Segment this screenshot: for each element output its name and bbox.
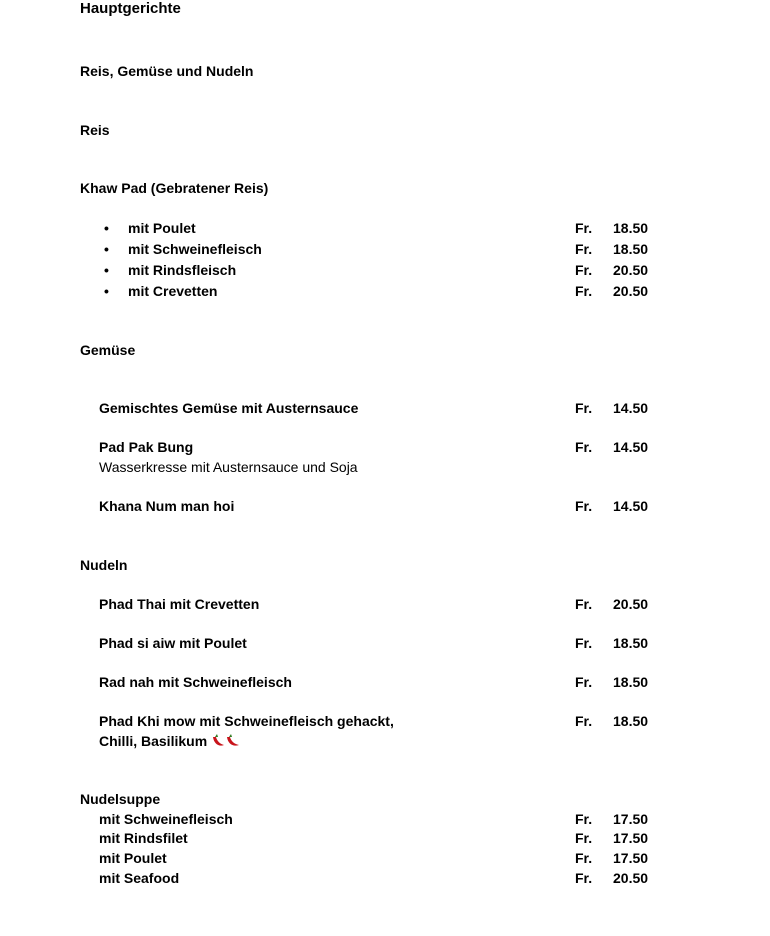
dish-title-khaw-pad: Khaw Pad (Gebratener Reis) <box>80 180 269 196</box>
subtitle: Reis, Gemüse und Nudeln <box>80 63 254 79</box>
menu-item-price: 18.50 <box>613 713 649 729</box>
menu-item-price: 17.50 <box>613 830 649 846</box>
menu-item-name: mit Schweinefleisch <box>128 241 262 257</box>
menu-item-description: Wasserkresse mit Austernsauce und Soja <box>99 459 358 475</box>
menu-item-price: 20.50 <box>613 262 649 278</box>
menu-item-price: 14.50 <box>613 400 649 416</box>
menu-item-price: 17.50 <box>613 850 649 866</box>
bullet-icon: • <box>104 283 109 299</box>
currency-label: Fr. <box>575 635 593 651</box>
menu-item-price: 18.50 <box>613 241 649 257</box>
menu-item-price: 18.50 <box>613 220 649 236</box>
currency-label: Fr. <box>575 498 593 514</box>
menu-item-name-line2 <box>99 733 241 750</box>
currency-label: Fr. <box>575 811 593 827</box>
section-heading-reis: Reis <box>80 122 110 138</box>
menu-item-name-continued: Chilli, Basilikum <box>99 733 208 749</box>
menu-item-price: 20.50 <box>613 596 649 612</box>
currency-label: Fr. <box>575 870 593 886</box>
menu-item-name: mit Seafood <box>99 870 180 886</box>
menu-item-name: mit Poulet <box>99 850 167 866</box>
menu-item-name: Phad si aiw mit Poulet <box>99 635 247 651</box>
menu-item-price: 14.50 <box>613 439 649 455</box>
section-heading-gemuese: Gemüse <box>80 342 136 358</box>
menu-item-name: Pad Pak Bung <box>99 439 194 455</box>
currency-label: Fr. <box>575 713 593 729</box>
menu-item-name: mit Crevetten <box>128 283 218 299</box>
menu-item-name: mit Rindsfilet <box>99 830 188 846</box>
menu-item-price: 18.50 <box>613 635 649 651</box>
menu-item-price: 20.50 <box>613 283 649 299</box>
bullet-icon: • <box>104 262 109 278</box>
menu-item-name: Phad Khi mow mit Schweinefleisch gehackt, <box>99 713 394 729</box>
bullet-icon: • <box>104 241 109 257</box>
menu-item-name: mit Rindsfleisch <box>128 262 237 278</box>
menu-item-price: 17.50 <box>613 811 649 827</box>
menu-item-name: Rad nah mit Schweinefleisch <box>99 674 292 690</box>
section-heading-nudeln: Nudeln <box>80 557 128 573</box>
currency-label: Fr. <box>575 220 593 236</box>
currency-label: Fr. <box>575 241 593 257</box>
menu-item-name: mit Schweinefleisch <box>99 811 233 827</box>
menu-item-name: Phad Thai mit Crevetten <box>99 596 260 612</box>
currency-label: Fr. <box>575 850 593 866</box>
currency-label: Fr. <box>575 439 593 455</box>
currency-label: Fr. <box>575 400 593 416</box>
menu-item-price: 20.50 <box>613 870 649 886</box>
page-title: Hauptgerichte <box>80 0 181 17</box>
bullet-icon: • <box>104 220 109 236</box>
currency-label: Fr. <box>575 596 593 612</box>
menu-item-price: 18.50 <box>613 674 649 690</box>
currency-label: Fr. <box>575 674 593 690</box>
menu-item-name: Khana Num man hoi <box>99 498 235 514</box>
currency-label: Fr. <box>575 283 593 299</box>
chili-pepper-icon <box>211 733 241 749</box>
menu-item-name: Gemischtes Gemüse mit Austernsauce <box>99 400 359 416</box>
menu-item-name: mit Poulet <box>128 220 196 236</box>
menu-item-price: 14.50 <box>613 498 649 514</box>
currency-label: Fr. <box>575 830 593 846</box>
currency-label: Fr. <box>575 262 593 278</box>
section-heading-nudelsuppe: Nudelsuppe <box>80 791 161 807</box>
